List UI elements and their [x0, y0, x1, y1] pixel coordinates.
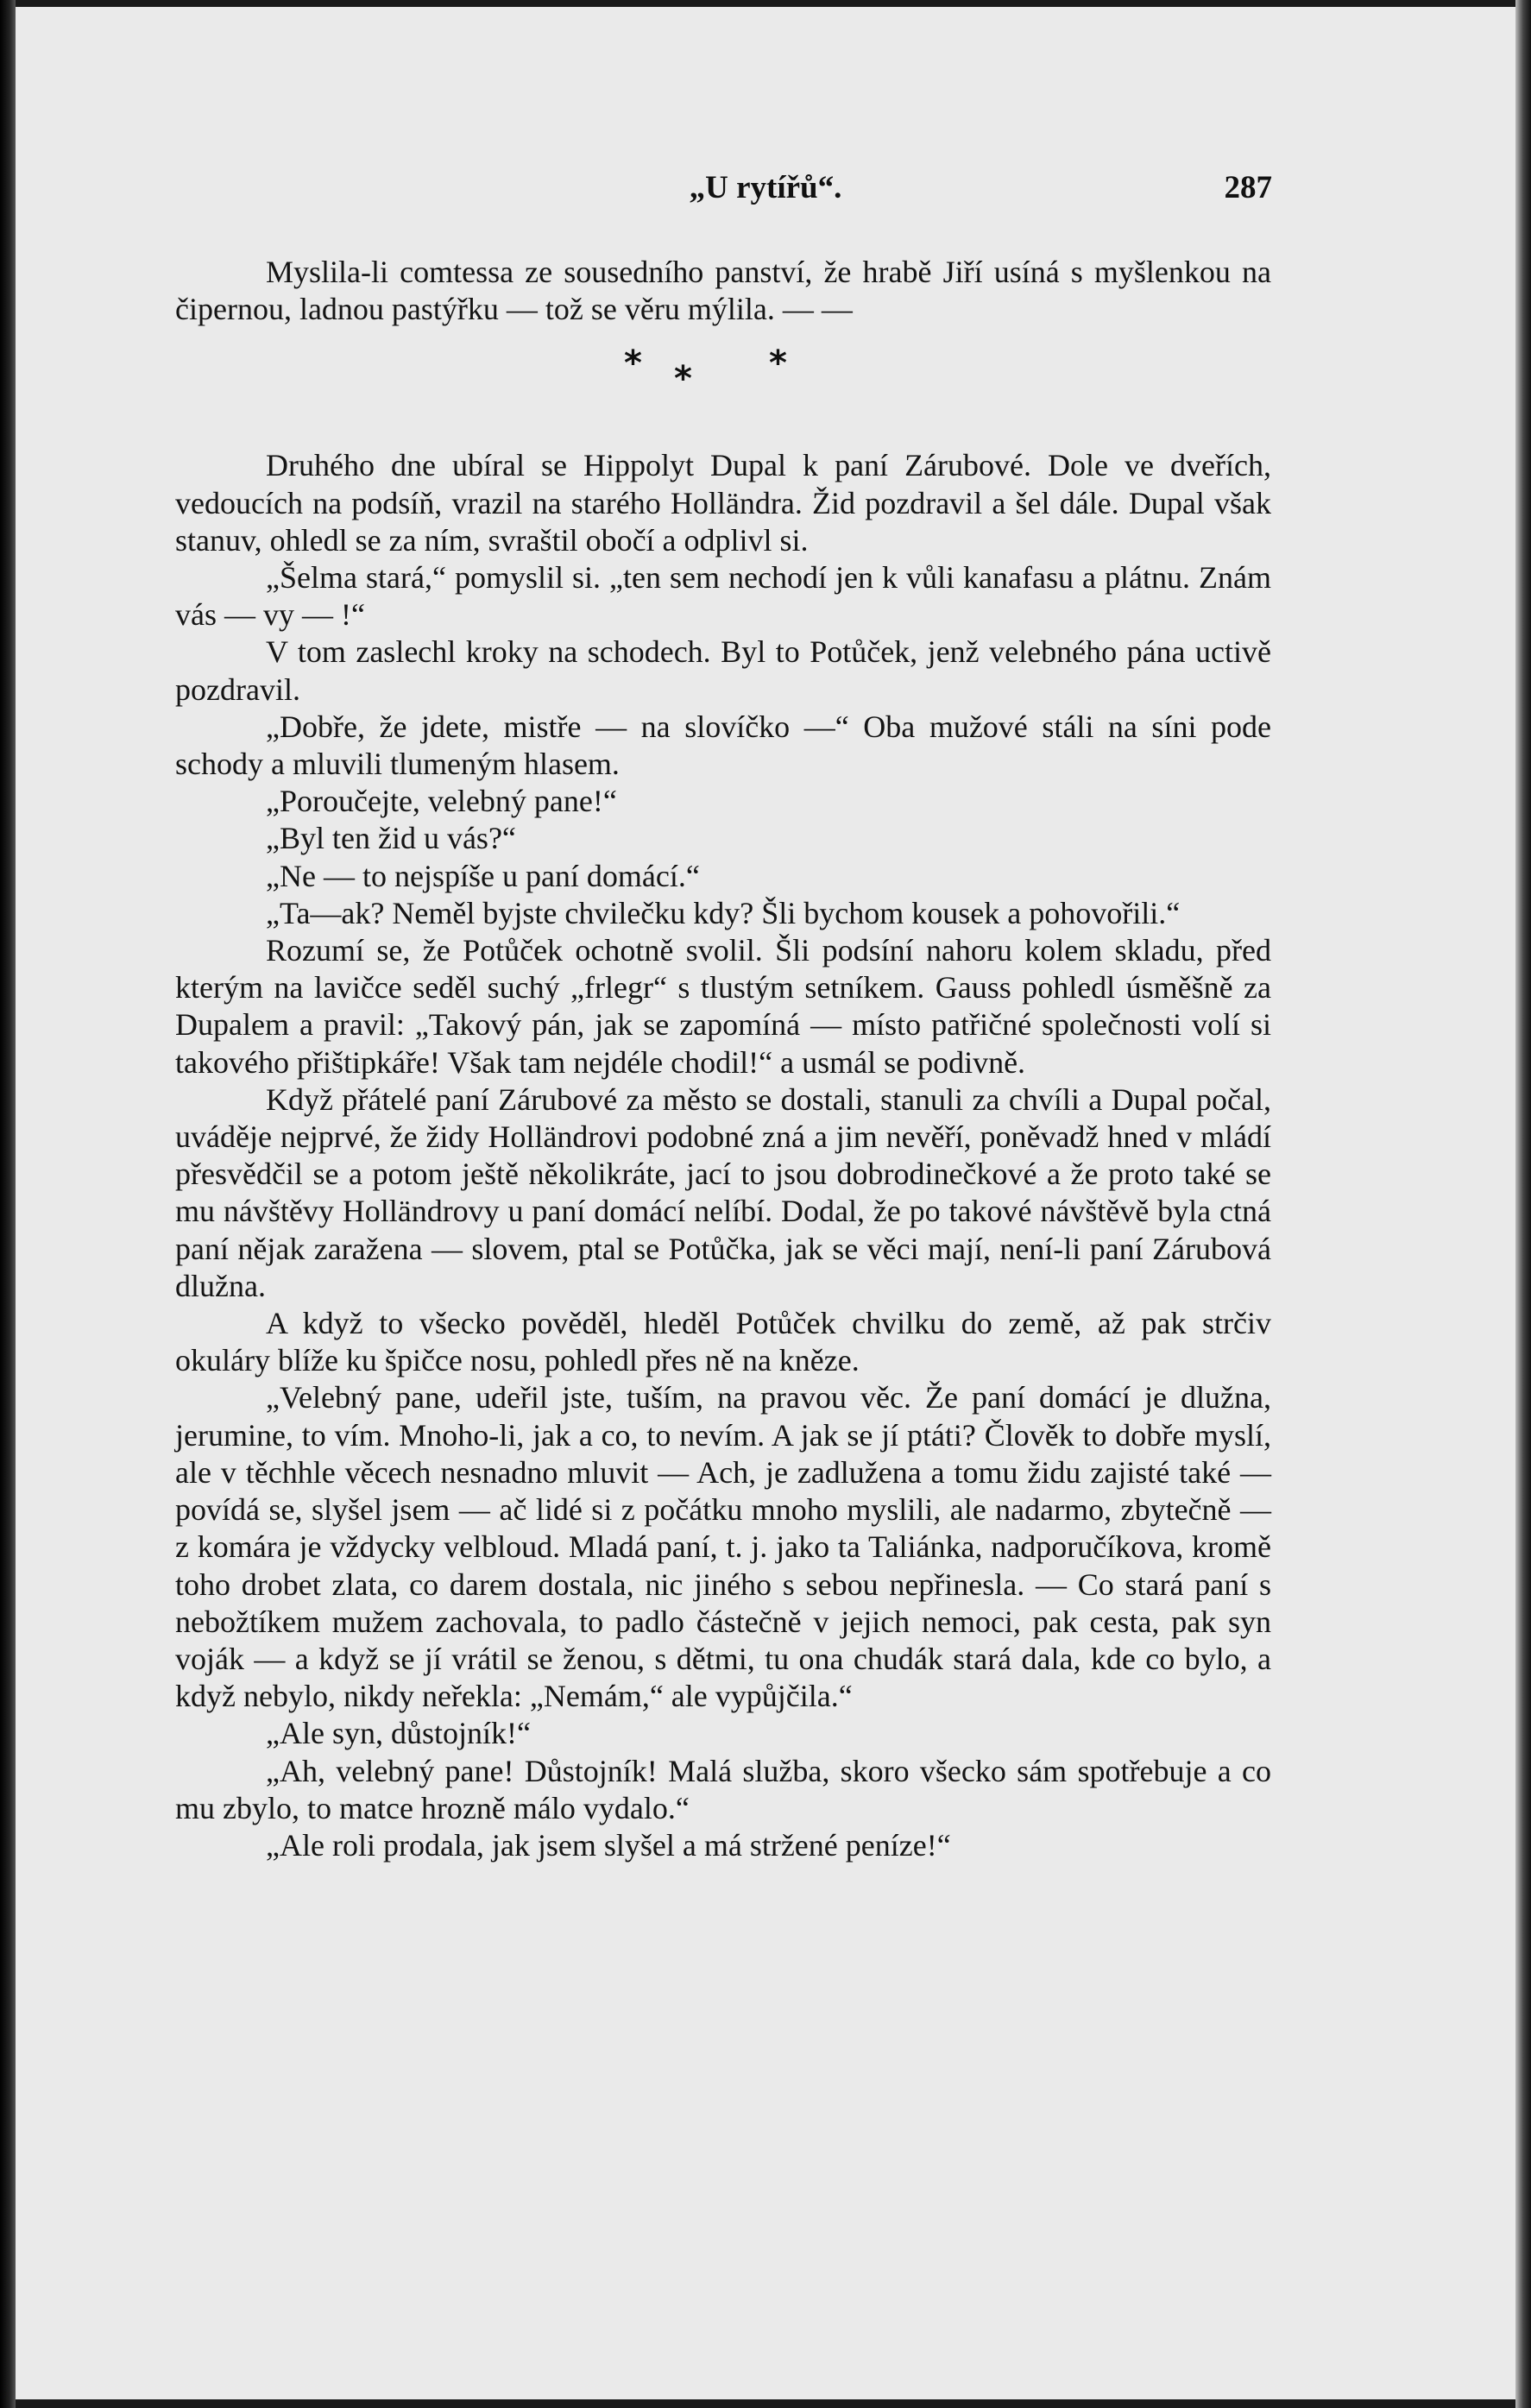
- page-number: 287: [1224, 170, 1272, 205]
- book-spine-shadow: [0, 0, 16, 2408]
- paragraph: „Šelma stará,“ pomyslil si. „ten sem nechodí jen k vůli kanafasu a plátnu. Znám vás — vy — !“: [175, 560, 1271, 633]
- paragraph: Druhého dne ubíral se Hippolyt Dupal k paní Zárubové. Dole ve dveřích, vedoucích na podsíň, vrazil na starého Holländra. Žid pozdravil a šel dále. Dupal však stanuv, ohledl se za ním, svraštil obočí a odplivl si.: [175, 448, 1271, 558]
- paragraph: „Ale syn, důstojník!“: [266, 1716, 531, 1751]
- paragraph: „Poroučejte, velebný pane!“: [266, 784, 617, 819]
- book-page: [16, 7, 1515, 2399]
- section-separator: [175, 328, 1271, 447]
- paragraph: Rozumí se, že Potůček ochotně svolil. Šli podsíní nahoru kolem skladu, před kterým na lavičce seděl suchý „frlegr“ s tlustým setníkem. Gauss pohledl úsměšně za Dupalem a pravil: „Takový pán, jak se zapomíná — místo patřičné společnosti volí si takového přištipkáře! Však tam nejdéle chodil!“ a usmál se podivně.: [175, 933, 1271, 1080]
- paragraph: „Ah, velebný pane! Důstojník! Malá služba, skoro všecko sám spotřebuje a co mu zbylo, to matce hrozně málo vydalo.“: [175, 1753, 1271, 1825]
- paragraph: „Ale roli prodala, jak jsem slyšel a má stržené peníze!“: [266, 1827, 951, 1863]
- asterisk-icon: *: [674, 359, 692, 400]
- paragraph: „Velebný pane, udeřil jste, tuším, na pravou věc. Že paní domácí je dlužna, jerumine, to vím. Mnoho-li, jak a co, to nevím. A jak se jí ptáti? Člověk to dobře myslí, ale v těchhle věcech nesnadno mluvit — Ach, je zadlužena a tomu židu zajisté také — povídá se, slyšel jsem — ač lidé si z počátku mnoho myslili, ale nadarmo, zbytečně — z komára je vždycky velbloud. Mladá paní, t. j. jako ta Taliánka, nadporučíkova, kromě toho drobet zlata, co darem dostala, nic jiného s sebou nepřinesla. — Co stará paní s nebožtíkem mužem zachovala, to padlo částečně v jejich nemoci, pak cesta, pak syn voják — a když se jí vrátil se ženou, s dětmi, tu ona chudák stará dala, kde co bylo, a když nebylo, nikdy neřekla: „Nemám,“ ale vypůjčila.“: [175, 1380, 1271, 1714]
- paragraph: V tom zaslechl kroky na schodech. Byl to Potůček, jenž velebného pána uctivě pozdravil.: [175, 634, 1271, 707]
- paragraph: „Ta—ak? Neměl byjste chvilečku kdy? Šli bychom kousek a pohovořili.“: [266, 895, 1181, 930]
- asterisk-icon: *: [624, 344, 642, 384]
- paragraph: Když přátelé paní Zárubové za město se dostali, stanuli za chvíli a Dupal počal, uváděje nejprvé, že židy Holländrovi podobné zná a jim nevěří, poněvadž hned v mládí přesvědčil se a potom ještě několikráte, jací to jsou dobrodinečkové a že proto také se mu návštěvy Holländrovy u paní domácí nelíbí. Dodal, že po takové návštěvě byla ctná paní nějak zaražena — slovem, ptal se Potůčka, jak se věci mají, není-li paní Zárubová dlužna.: [175, 1081, 1271, 1303]
- paragraph: „Byl ten žid u vás?“: [266, 821, 516, 856]
- asterisk-icon: *: [769, 344, 787, 384]
- paragraph: „Dobře, že jdete, mistře — na slovíčko —“ Oba mužové stáli na síni pode schody a mluvili tlumeným hlasem.: [175, 709, 1271, 782]
- page-edge-shadow: [1515, 0, 1531, 2408]
- running-title: „U rytířů“.: [689, 170, 842, 205]
- paragraph: A když to všecko pověděl, hleděl Potůček chvilku do země, až pak strčiv okuláry blíže ku špičce nosu, pohledl přes ně na kněze.: [175, 1306, 1271, 1378]
- paragraph: „Ne — to nejspíše u paní domácí.“: [266, 858, 700, 893]
- paragraph: Myslila-li comtessa ze sousedního panství, že hrabě Jiří usíná s myšlenkou na čipernou, ladnou pastýřku — tož se věru mýlila. — —: [175, 255, 1271, 327]
- body-text: [175, 254, 1271, 1864]
- page-header: [16, 169, 1515, 212]
